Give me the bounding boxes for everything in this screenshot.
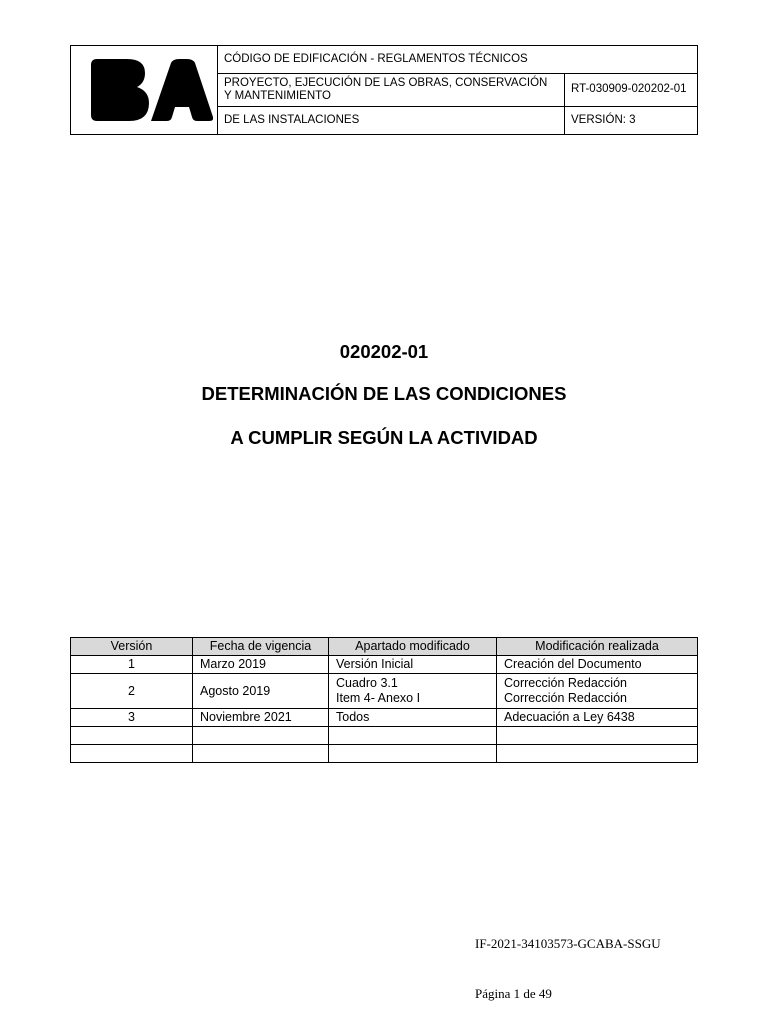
table-row: [71, 709, 698, 727]
section-cell: [329, 674, 497, 709]
document-number: 020202-01: [339, 341, 429, 362]
section-line: Item 4- Anexo I: [336, 691, 421, 705]
table-row: [71, 674, 698, 709]
version-cell: 2: [71, 674, 193, 709]
code-title: CÓDIGO DE EDIFICACIÓN - REGLAMENTOS TÉCNICOS: [218, 46, 698, 74]
document-header: [70, 45, 698, 135]
project-title-line-2: Y MANTENIMIENTO: [224, 89, 331, 102]
ba-logo: [77, 46, 211, 134]
date-cell: Noviembre 2021: [193, 709, 329, 727]
table-row-empty: [71, 727, 698, 745]
section-title: DE LAS INSTALACIONES: [218, 106, 565, 134]
empty-cell: [71, 727, 193, 745]
ba-logo-icon: [87, 59, 213, 121]
empty-cell: [497, 745, 698, 763]
table-row-empty: [71, 745, 698, 763]
empty-cell: [193, 745, 329, 763]
table-header-row: [71, 638, 698, 656]
section-cell: Versión Inicial: [329, 656, 497, 674]
empty-cell: [329, 745, 497, 763]
version-label: VERSIÓN: 3: [564, 106, 697, 134]
page-number: Página 1 de 49: [475, 986, 552, 1001]
version-history-table: [70, 637, 698, 763]
change-cell: Adecuación a Ley 6438: [497, 709, 698, 727]
column-header-version: Versión: [71, 638, 193, 656]
section-line: Cuadro 3.1: [336, 676, 398, 690]
column-header-change: Modificación realizada: [497, 638, 698, 656]
logo-cell: [71, 46, 218, 135]
section-cell: Todos: [329, 709, 497, 727]
empty-cell: [193, 727, 329, 745]
version-cell: 1: [71, 656, 193, 674]
document-id: IF-2021-34103573-GCABA-SSGU: [475, 936, 661, 951]
empty-cell: [329, 727, 497, 745]
table-row: [71, 656, 698, 674]
change-cell: Creación del Documento: [497, 656, 698, 674]
document-title-line-2: A CUMPLIR SEGÚN LA ACTIVIDAD: [230, 427, 538, 448]
project-title: [218, 74, 565, 106]
empty-cell: [71, 745, 193, 763]
date-cell: Agosto 2019: [193, 674, 329, 709]
change-cell: [497, 674, 698, 709]
document-code: RT-030909-020202-01: [564, 74, 697, 106]
change-line: Corrección Redacción: [504, 676, 627, 690]
project-title-line-1: PROYECTO, EJECUCIÓN DE LAS OBRAS, CONSERVACIÓN: [224, 76, 548, 89]
empty-cell: [497, 727, 698, 745]
date-cell: Marzo 2019: [193, 656, 329, 674]
column-header-date: Fecha de vigencia: [193, 638, 329, 656]
change-line: Corrección Redacción: [504, 691, 627, 705]
column-header-section: Apartado modificado: [329, 638, 497, 656]
document-title-line-1: DETERMINACIÓN DE LAS CONDICIONES: [201, 383, 567, 404]
version-cell: 3: [71, 709, 193, 727]
